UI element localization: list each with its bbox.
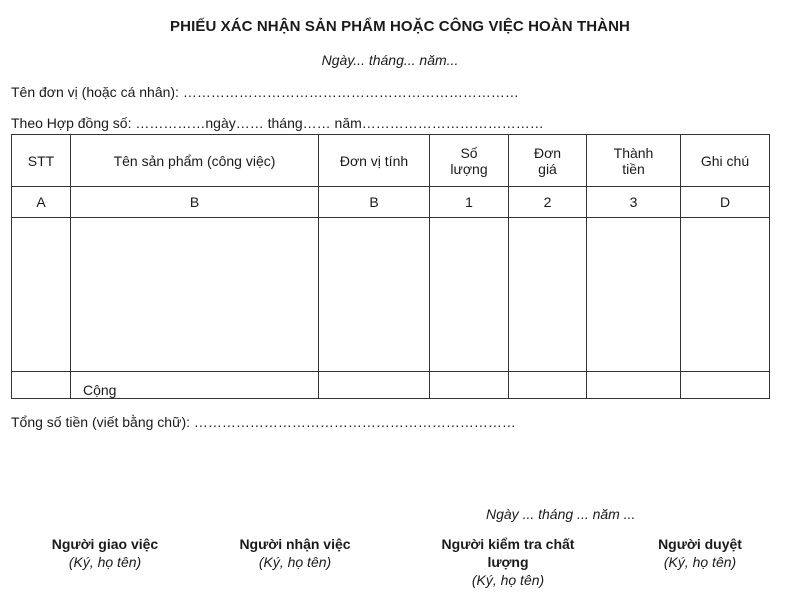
blank-cell	[509, 372, 587, 399]
signature-note: (Ký, họ tên)	[663, 554, 737, 570]
signature-block-inspector	[418, 535, 598, 589]
code-cell: 2	[509, 187, 587, 218]
blank-cell	[319, 218, 430, 372]
blank-cell	[681, 218, 770, 372]
contract-line: Theo Hợp đồng số: ……………ngày…… tháng…… năm…………………………………	[11, 115, 544, 131]
blank-cell	[509, 218, 587, 372]
blank-cell	[71, 218, 319, 372]
signature-role: Người giao việc	[51, 536, 159, 552]
product-table	[11, 134, 770, 399]
signature-note: (Ký, họ tên)	[68, 554, 142, 570]
date-line: Ngày... tháng... năm...	[321, 52, 459, 68]
document-title: PHIẾU XÁC NHẬN SẢN PHẨM HOẶC CÔNG VIỆC HOÀN THÀNH	[170, 18, 630, 35]
blank-cell	[681, 372, 770, 399]
blank-cell	[587, 218, 681, 372]
code-cell: D	[681, 187, 770, 218]
header-note: Ghi chú	[681, 135, 770, 187]
total-label: Cộng	[71, 372, 319, 399]
blank-cell	[430, 372, 509, 399]
table-code-row	[12, 187, 770, 218]
code-cell: B	[319, 187, 430, 218]
blank-cell	[12, 218, 71, 372]
blank-cell	[319, 372, 430, 399]
header-amount: Thành tiền	[587, 135, 681, 187]
header-product-name: Tên sản phẩm (công việc)	[71, 135, 319, 187]
blank-cell	[12, 372, 71, 399]
signature-role: Người nhận việc	[239, 536, 351, 552]
signature-role: Người duyệt	[658, 536, 742, 552]
header-unit-price: Đơn giá	[509, 135, 587, 187]
signature-role: Người kiểm tra chất lượng	[441, 536, 575, 570]
total-in-words-line: Tổng số tiền (viết bằng chữ): ……………………………………………………………	[11, 414, 516, 430]
table-total-row	[12, 372, 770, 399]
blank-cell	[587, 372, 681, 399]
table-header-row	[12, 135, 770, 187]
code-cell: 3	[587, 187, 681, 218]
header-quantity: Số lượng	[430, 135, 509, 187]
signature-block-assigner	[30, 535, 180, 571]
signature-block-approver	[630, 535, 770, 571]
table-blank-row	[12, 218, 770, 372]
code-cell: A	[12, 187, 71, 218]
unit-name-line: Tên đơn vị (hoặc cá nhân): ………………………………………………………………	[11, 84, 519, 100]
signature-date: Ngày ... tháng ... năm ...	[486, 506, 636, 522]
signature-note: (Ký, họ tên)	[258, 554, 332, 570]
header-unit: Đơn vị tính	[319, 135, 430, 187]
signature-block-receiver	[215, 535, 375, 571]
header-stt: STT	[12, 135, 71, 187]
signature-note: (Ký, họ tên)	[471, 572, 545, 588]
blank-cell	[430, 218, 509, 372]
code-cell: 1	[430, 187, 509, 218]
code-cell: B	[71, 187, 319, 218]
